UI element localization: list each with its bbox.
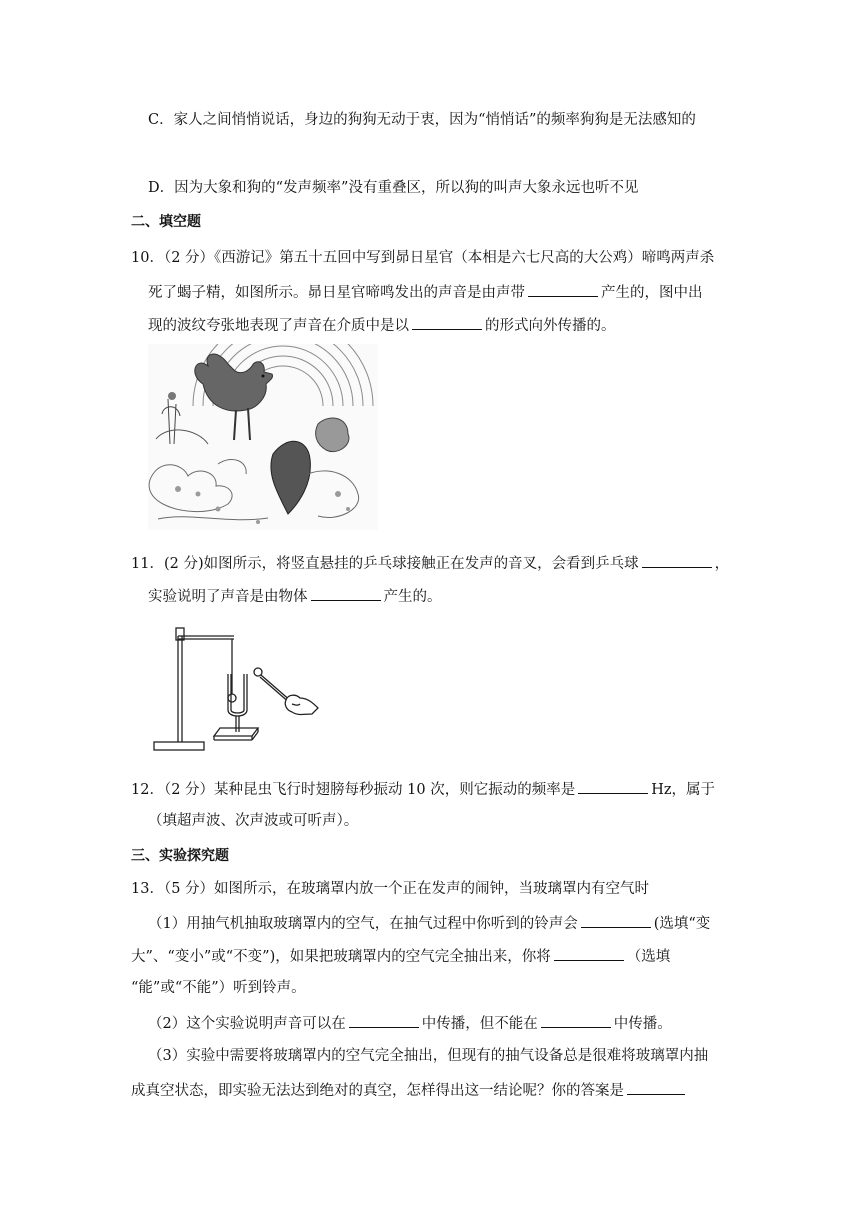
q13-text-p1b: (选填“变 [653,916,711,932]
q13-part1-line-3: “能”或“不能”）听到铃声。 [131,980,306,996]
q13-blank-2[interactable] [554,945,624,961]
tuning-fork-diagram [152,624,322,756]
rooster-illustration [148,344,378,530]
q12-line-2: （填超声波、次声波或可听声）。 [148,813,359,829]
q13-text-p2b: 中传播，但不能在 [421,1016,538,1032]
q13-text-p1a: （1）用抽气机抽取玻璃罩内的空气，在抽气过程中你听到的铃声会 [148,916,578,932]
q13-text-p1c: 大”、“变小”或“不变”)，如果把玻璃罩内的空气完全抽出来，你将 [131,949,551,965]
section-heading-experiment: 三、实验探究题 [131,848,229,864]
q12-blank-1[interactable] [578,778,648,794]
q13-text-p2a: （2）这个实验说明声音可以在 [148,1016,346,1032]
q10-blank-2[interactable] [412,314,482,330]
section-heading-fill: 二、填空题 [131,214,201,230]
q12-text-1b: Hz，属于 [651,782,715,798]
q11-text-1a: 11．(2 分)如图所示，将竖直悬挂的乒乓球接触正在发声的音叉，会看到乒乓球 [131,556,639,572]
q13-part1-line-2 [131,945,670,967]
q13-blank-4[interactable] [541,1012,611,1028]
option-c: C．家人之间悄悄说话，身边的狗狗无动于衷，因为“悄悄话”的频率狗狗是无法感知的 [148,112,696,128]
q10-blank-1[interactable] [528,281,598,297]
q13-part2-line [148,1012,672,1034]
q11-text-1b: ， [714,556,730,572]
q10-line-1: 10．（2 分）《西游记》第五十五回中写到昴日星官（本相是六七尺高的大公鸡）啼鸣两声杀 [131,250,715,266]
q13-blank-5[interactable] [627,1079,685,1095]
q13-blank-1[interactable] [581,912,651,928]
q10-text-3b: 的形式向外传播的。 [485,318,616,334]
q10-text-2a: 死了蝎子精，如图所示。昴日星官啼鸣发出的声音是由声带 [148,285,525,301]
q11-text-2a: 实验说明了声音是由物体 [148,589,308,605]
q12-text-1a: 12．（2 分）某种昆虫飞行时翅膀每秒振动 10 次，则它振动的频率是 [131,782,576,798]
q13-part3-line-1: （3）实验中需要将玻璃罩内的空气完全抽出，但现有的抽气设备总是很难将玻璃罩内抽 [148,1048,709,1064]
q11-blank-1[interactable] [642,552,712,568]
q13-line-1: 13．（5 分）如图所示，在玻璃罩内放一个正在发声的闹钟，当玻璃罩内有空气时 [131,881,650,897]
q13-part3-line-2 [131,1079,688,1101]
option-d: D．因为大象和狗的“发声频率”没有重叠区，所以狗的叫声大象永远也听不见 [148,180,639,196]
q11-line-1 [131,552,729,574]
q13-part1-line-1 [148,912,710,934]
q10-text-2b: 产生的，图中出 [601,285,703,301]
q10-text-3a: 现的波纹夸张地表现了声音在介质中是以 [148,318,409,334]
q11-text-2b: 产生的。 [383,589,442,605]
q10-line-2 [148,281,703,303]
q10-line-3 [148,314,616,336]
q13-text-p1d: （选填 [626,949,671,965]
q13-text-p2c: 中传播。 [613,1016,672,1032]
q11-line-2 [148,585,442,607]
q11-blank-2[interactable] [311,585,381,601]
q13-blank-3[interactable] [349,1012,419,1028]
q12-line-1 [131,778,715,800]
q13-text-p3b: 成真空状态，即实验无法达到绝对的真空，怎样得出这一结论呢？你的答案是 [131,1083,624,1099]
